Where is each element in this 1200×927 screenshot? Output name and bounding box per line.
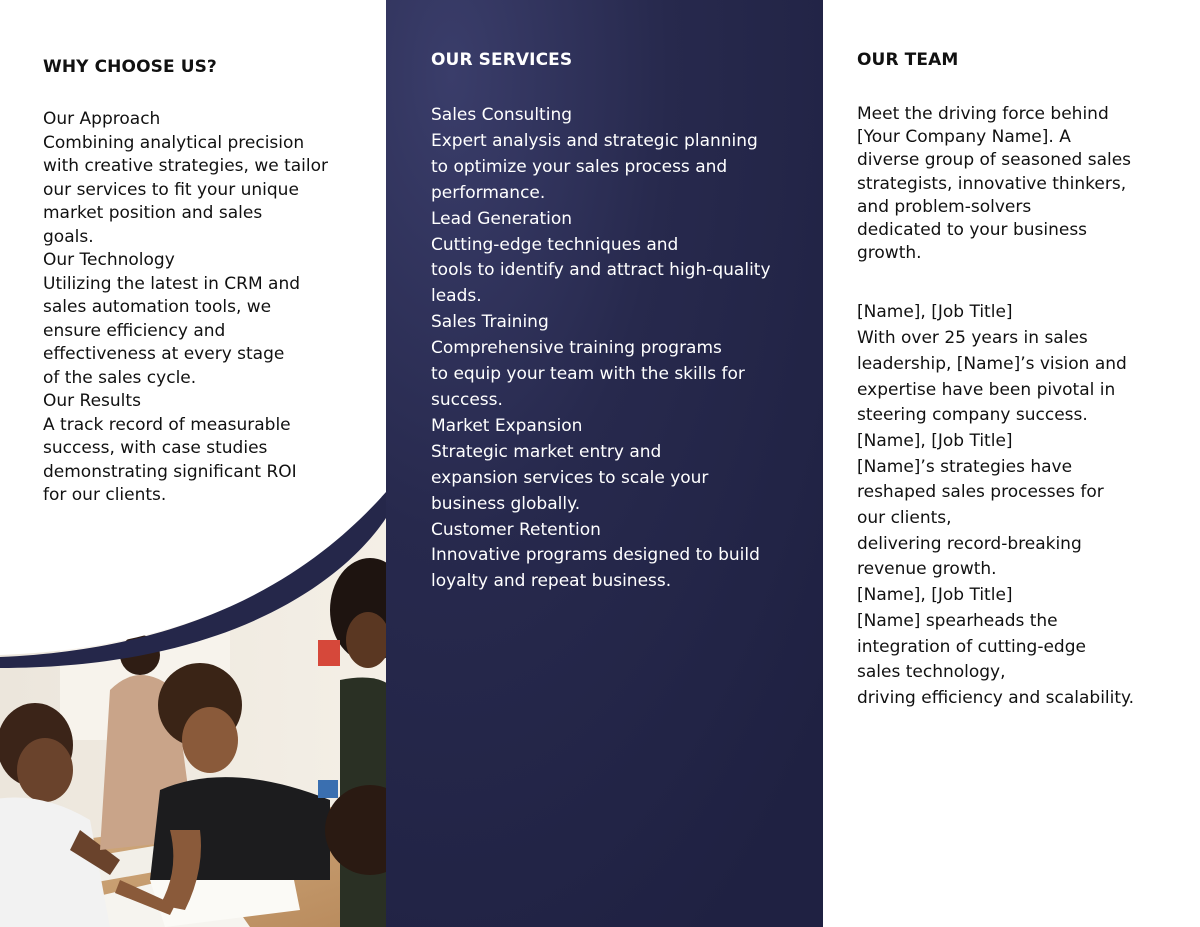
text-line: to optimize your sales process and <box>431 156 728 177</box>
text-line: market position and sales <box>43 203 263 223</box>
our-services-section <box>431 50 771 595</box>
text-line: diverse group of seasoned sales <box>857 150 1132 171</box>
service-title: Customer Retention <box>431 519 601 540</box>
text-line: success, with case studies <box>43 438 268 458</box>
text-line: growth. <box>857 243 922 264</box>
service-title: Sales Training <box>431 312 549 333</box>
text-line: loyalty and repeat business. <box>431 571 672 592</box>
text-line: Innovative programs designed to build <box>431 545 760 566</box>
text-line: Comprehensive training programs <box>431 338 722 359</box>
text-line: of the sales cycle. <box>43 367 197 388</box>
text-line: integration of cutting-edge <box>857 636 1086 657</box>
text-line: [Name] spearheads the <box>857 610 1058 631</box>
text-line: for our clients. <box>43 485 167 505</box>
text-line: sales automation tools, we <box>43 297 272 317</box>
text-line: Expert analysis and strategic planning <box>431 130 758 151</box>
service-title: Market Expansion <box>431 415 583 436</box>
text-line: strategists, innovative thinkers, <box>857 173 1127 194</box>
right-panel <box>823 0 1200 927</box>
team-intro <box>857 103 1134 265</box>
text-line: expertise have been pivotal in <box>857 379 1116 400</box>
our-team-heading: OUR TEAM <box>857 50 959 70</box>
text-line: our clients, <box>857 508 952 529</box>
text-line: expansion services to scale your <box>431 467 709 488</box>
text-line: Meet the driving force behind <box>857 104 1109 124</box>
text-line: Combining analytical precision <box>43 132 305 153</box>
member-title: [Name], [Job Title] <box>857 585 1013 606</box>
technology-title: Our Technology <box>43 250 175 270</box>
text-line: with creative strategies, we tailor <box>43 156 328 176</box>
text-line: tools to identify and attract high-quality <box>431 260 771 281</box>
text-line: With over 25 years in sales <box>857 328 1088 349</box>
text-line: business globally. <box>431 493 581 514</box>
text-line: [Name]’s strategies have <box>857 456 1073 477</box>
text-line: performance. <box>431 182 546 203</box>
our-services-body <box>431 103 771 595</box>
member-title: [Name], [Job Title] <box>857 430 1013 451</box>
text-line: Strategic market entry and <box>431 441 662 462</box>
approach-title: Our Approach <box>43 109 161 129</box>
left-panel <box>0 0 386 927</box>
our-services-heading: OUR SERVICES <box>431 50 573 70</box>
team-members <box>857 300 1134 711</box>
our-team-section <box>857 50 1134 712</box>
why-choose-us-heading: WHY CHOOSE US? <box>43 57 217 77</box>
text-line: ensure efficiency and <box>43 320 226 341</box>
text-line: steering company success. <box>857 405 1088 426</box>
text-line: goals. <box>43 226 94 247</box>
text-line: A track record of measurable <box>43 414 291 435</box>
text-line: [Your Company Name]. A <box>857 127 1071 148</box>
text-line: leadership, [Name]’s vision and <box>857 353 1127 374</box>
text-line: success. <box>431 389 503 410</box>
member-title: [Name], [Job Title] <box>857 302 1013 323</box>
text-line: leads. <box>431 286 482 307</box>
text-line: Utilizing the latest in CRM and <box>43 273 301 294</box>
text-line: demonstrating significant ROI <box>43 461 297 482</box>
why-choose-us-section <box>43 57 328 508</box>
text-line: effectiveness at every stage <box>43 344 285 364</box>
text-line: revenue growth. <box>857 559 997 580</box>
text-line: sales technology, <box>857 662 1006 683</box>
text-line: and problem-solvers <box>857 196 1032 217</box>
middle-panel <box>386 0 823 927</box>
service-title: Sales Consulting <box>431 105 573 125</box>
text-line: reshaped sales processes for <box>857 482 1104 503</box>
text-line: Cutting-edge techniques and <box>431 234 679 255</box>
service-title: Lead Generation <box>431 208 573 229</box>
text-line: driving efficiency and scalability. <box>857 687 1135 708</box>
text-line: our services to fit your unique <box>43 179 299 200</box>
text-line: dedicated to your business <box>857 220 1088 241</box>
results-title: Our Results <box>43 391 141 411</box>
text-line: delivering record-breaking <box>857 533 1082 554</box>
why-choose-us-body <box>43 108 328 508</box>
text-line: to equip your team with the skills for <box>431 364 745 385</box>
